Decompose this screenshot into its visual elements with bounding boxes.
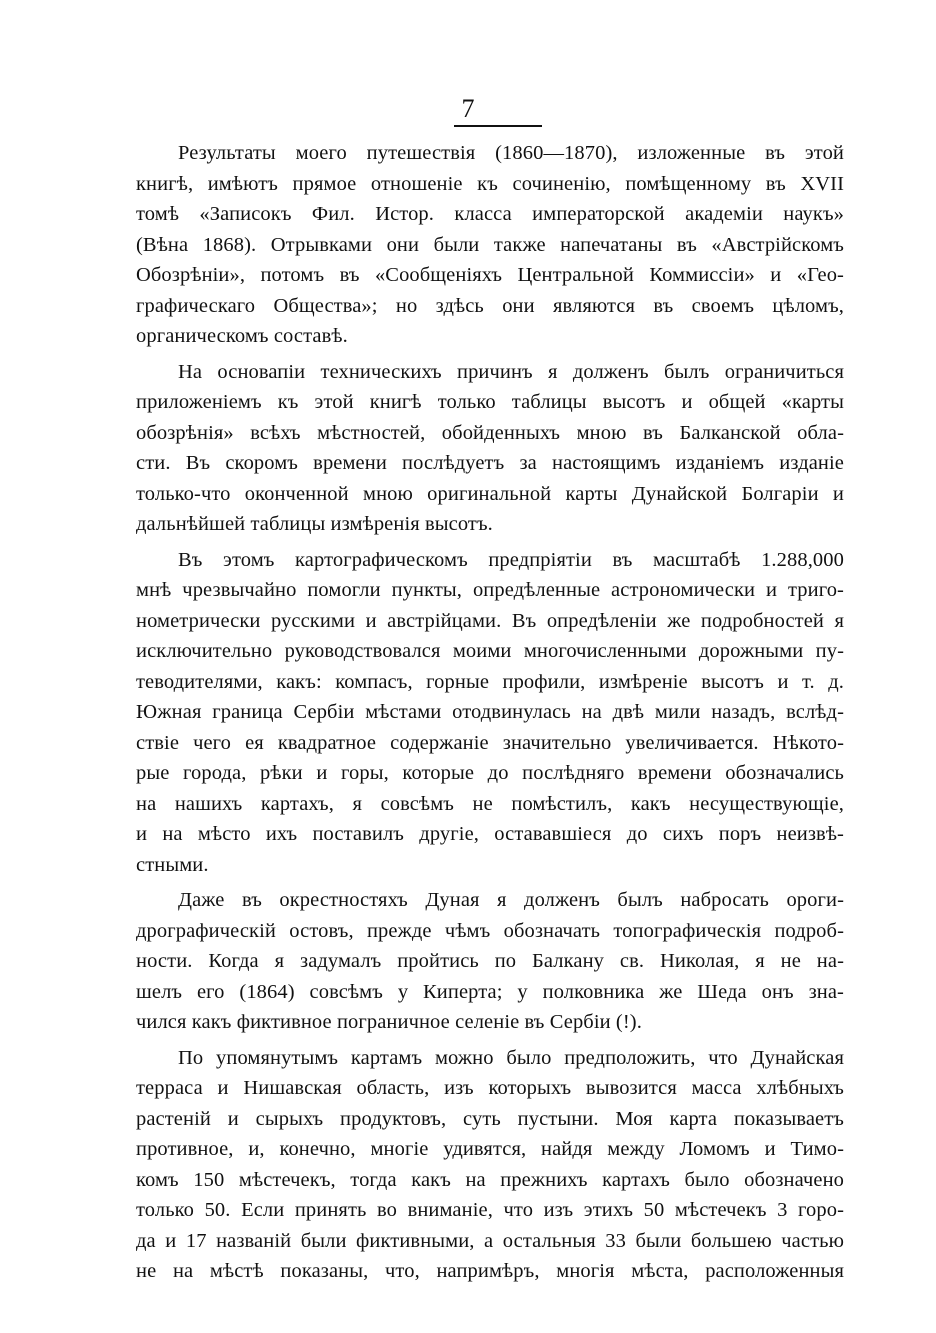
text-line: нометрически русскими и австрійцами. Въ опредѣленіи же подробностей я xyxy=(136,609,844,632)
text-line: Результаты моего путешествія (1860—1870), изложенные въ этой xyxy=(178,142,844,164)
text-line: томѣ «Записокъ Фил. Истор. класса императорской академіи наукъ» xyxy=(136,203,844,225)
text-line: чился какъ фиктивное пограничное селеніе въ Сербіи (!). xyxy=(136,1011,642,1033)
page-number-rule xyxy=(454,125,542,127)
text-line: Даже въ окрестностяхъ Дуная я долженъ былъ набросать ороги- xyxy=(178,889,844,911)
text-line: Обозрѣніи», потомъ въ «Сообщеніяхъ Центральной Коммиссіи» и «Гео- xyxy=(136,264,844,286)
text-line: ности. Когда я задумалъ пройтись по Балкану св. Николая, я не на- xyxy=(136,950,844,972)
text-line: обозрѣнія» всѣхъ мѣстностей, обойденныхъ мною въ Балканской обла- xyxy=(136,421,844,444)
text-line: исключительно руководствовался моими многочисленными дорожными пу- xyxy=(136,640,844,662)
paragraph xyxy=(136,885,844,1038)
page-number: 7 xyxy=(461,94,475,123)
text-line: ствіе чего ея квадратное содержаніе значительно увеличивается. Нѣкото- xyxy=(136,731,844,754)
text-line: шелъ его (1864) совсѣмъ у Киперта; у полковника же Шеда онъ зна- xyxy=(136,980,844,1003)
text-line: Южная граница Сербіи мѣстами отодвинулась на двѣ мили назадъ, вслѣд- xyxy=(136,701,844,723)
text-line: (Вѣна 1868). Отрывками они были также напечатаны въ «Австрійскомъ xyxy=(136,233,844,256)
text-line: противное, и, конечно, многіе удивятся, найдя между Ломомъ и Тимо- xyxy=(136,1138,844,1160)
text-line: На основапіи техническихъ причинъ я долженъ былъ ограничиться xyxy=(178,360,844,383)
text-line: органическомъ составѣ. xyxy=(136,325,348,347)
text-line: растеній и сырыхъ продуктовъ, суть пустыни. Моя карта показываетъ xyxy=(136,1107,844,1130)
text-line: рые города, рѣки и горы, которые до послѣдняго времени обозначались xyxy=(136,762,844,784)
body-text xyxy=(136,138,844,1292)
text-line: сти. Въ скоромъ времени послѣдуетъ за настоящимъ изданіемъ изданіе xyxy=(136,452,844,474)
text-line: Въ этомъ картографическомъ предпріятіи въ масштабѣ 1.288,000 xyxy=(178,548,844,571)
paragraph xyxy=(136,1043,844,1287)
text-line: мнѣ чрезвычайно помогли пункты, опредѣленные астрономически и триго- xyxy=(136,579,844,601)
text-line: только 50. Если принять во вниманіе, что изъ этихъ 50 мѣстечекъ 3 горо- xyxy=(136,1199,844,1221)
paragraph xyxy=(136,138,844,352)
text-line: дрографическій остовъ, прежде чѣмъ обозначать топографическія подроб- xyxy=(136,919,844,942)
text-line: только-что оконченной мною оригинальной карты Дунайской Болгаріи и xyxy=(136,482,844,505)
text-line: не на мѣстѣ показаны, что, напримѣръ, многія мѣста, расположенныя xyxy=(136,1260,844,1282)
text-line: дальнѣйшей таблицы измѣренія высотъ. xyxy=(136,513,493,535)
paragraph xyxy=(136,545,844,881)
text-line: По упомянутымъ картамъ можно было предположить, что Дунайская xyxy=(178,1046,844,1069)
text-line: книгѣ, имѣютъ прямое отношеніе къ сочиненію, помѣщенному въ XVII xyxy=(136,172,844,195)
paragraph xyxy=(136,357,844,540)
text-line: и на мѣсто ихъ поставилъ другіе, остававшіеся до сихъ поръ неизвѣ- xyxy=(136,823,844,845)
text-line: графическаго Общества»; но здѣсь они являются въ своемъ цѣломъ, xyxy=(136,294,844,317)
text-line: комъ 150 мѣстечекъ, тогда какъ на прежнихъ картахъ было обозначено xyxy=(136,1168,844,1191)
text-line: стными. xyxy=(136,853,209,876)
text-line: на нашихъ картахъ, я совсѣмъ не помѣстилъ, какъ несуществующіе, xyxy=(136,792,844,815)
text-line: да и 17 названій были фиктивными, а остальныя 33 были большею частью xyxy=(136,1229,844,1252)
text-line: терраса и Нишавская область, изъ которыхъ вывозится масса хлѣбныхъ xyxy=(136,1077,844,1099)
text-line: приложеніемъ къ этой книгѣ только таблицы высотъ и общей «карты xyxy=(136,391,844,413)
text-line: теводителями, какъ: компасъ, горные профили, измѣреніе высотъ и т. д. xyxy=(136,670,844,693)
